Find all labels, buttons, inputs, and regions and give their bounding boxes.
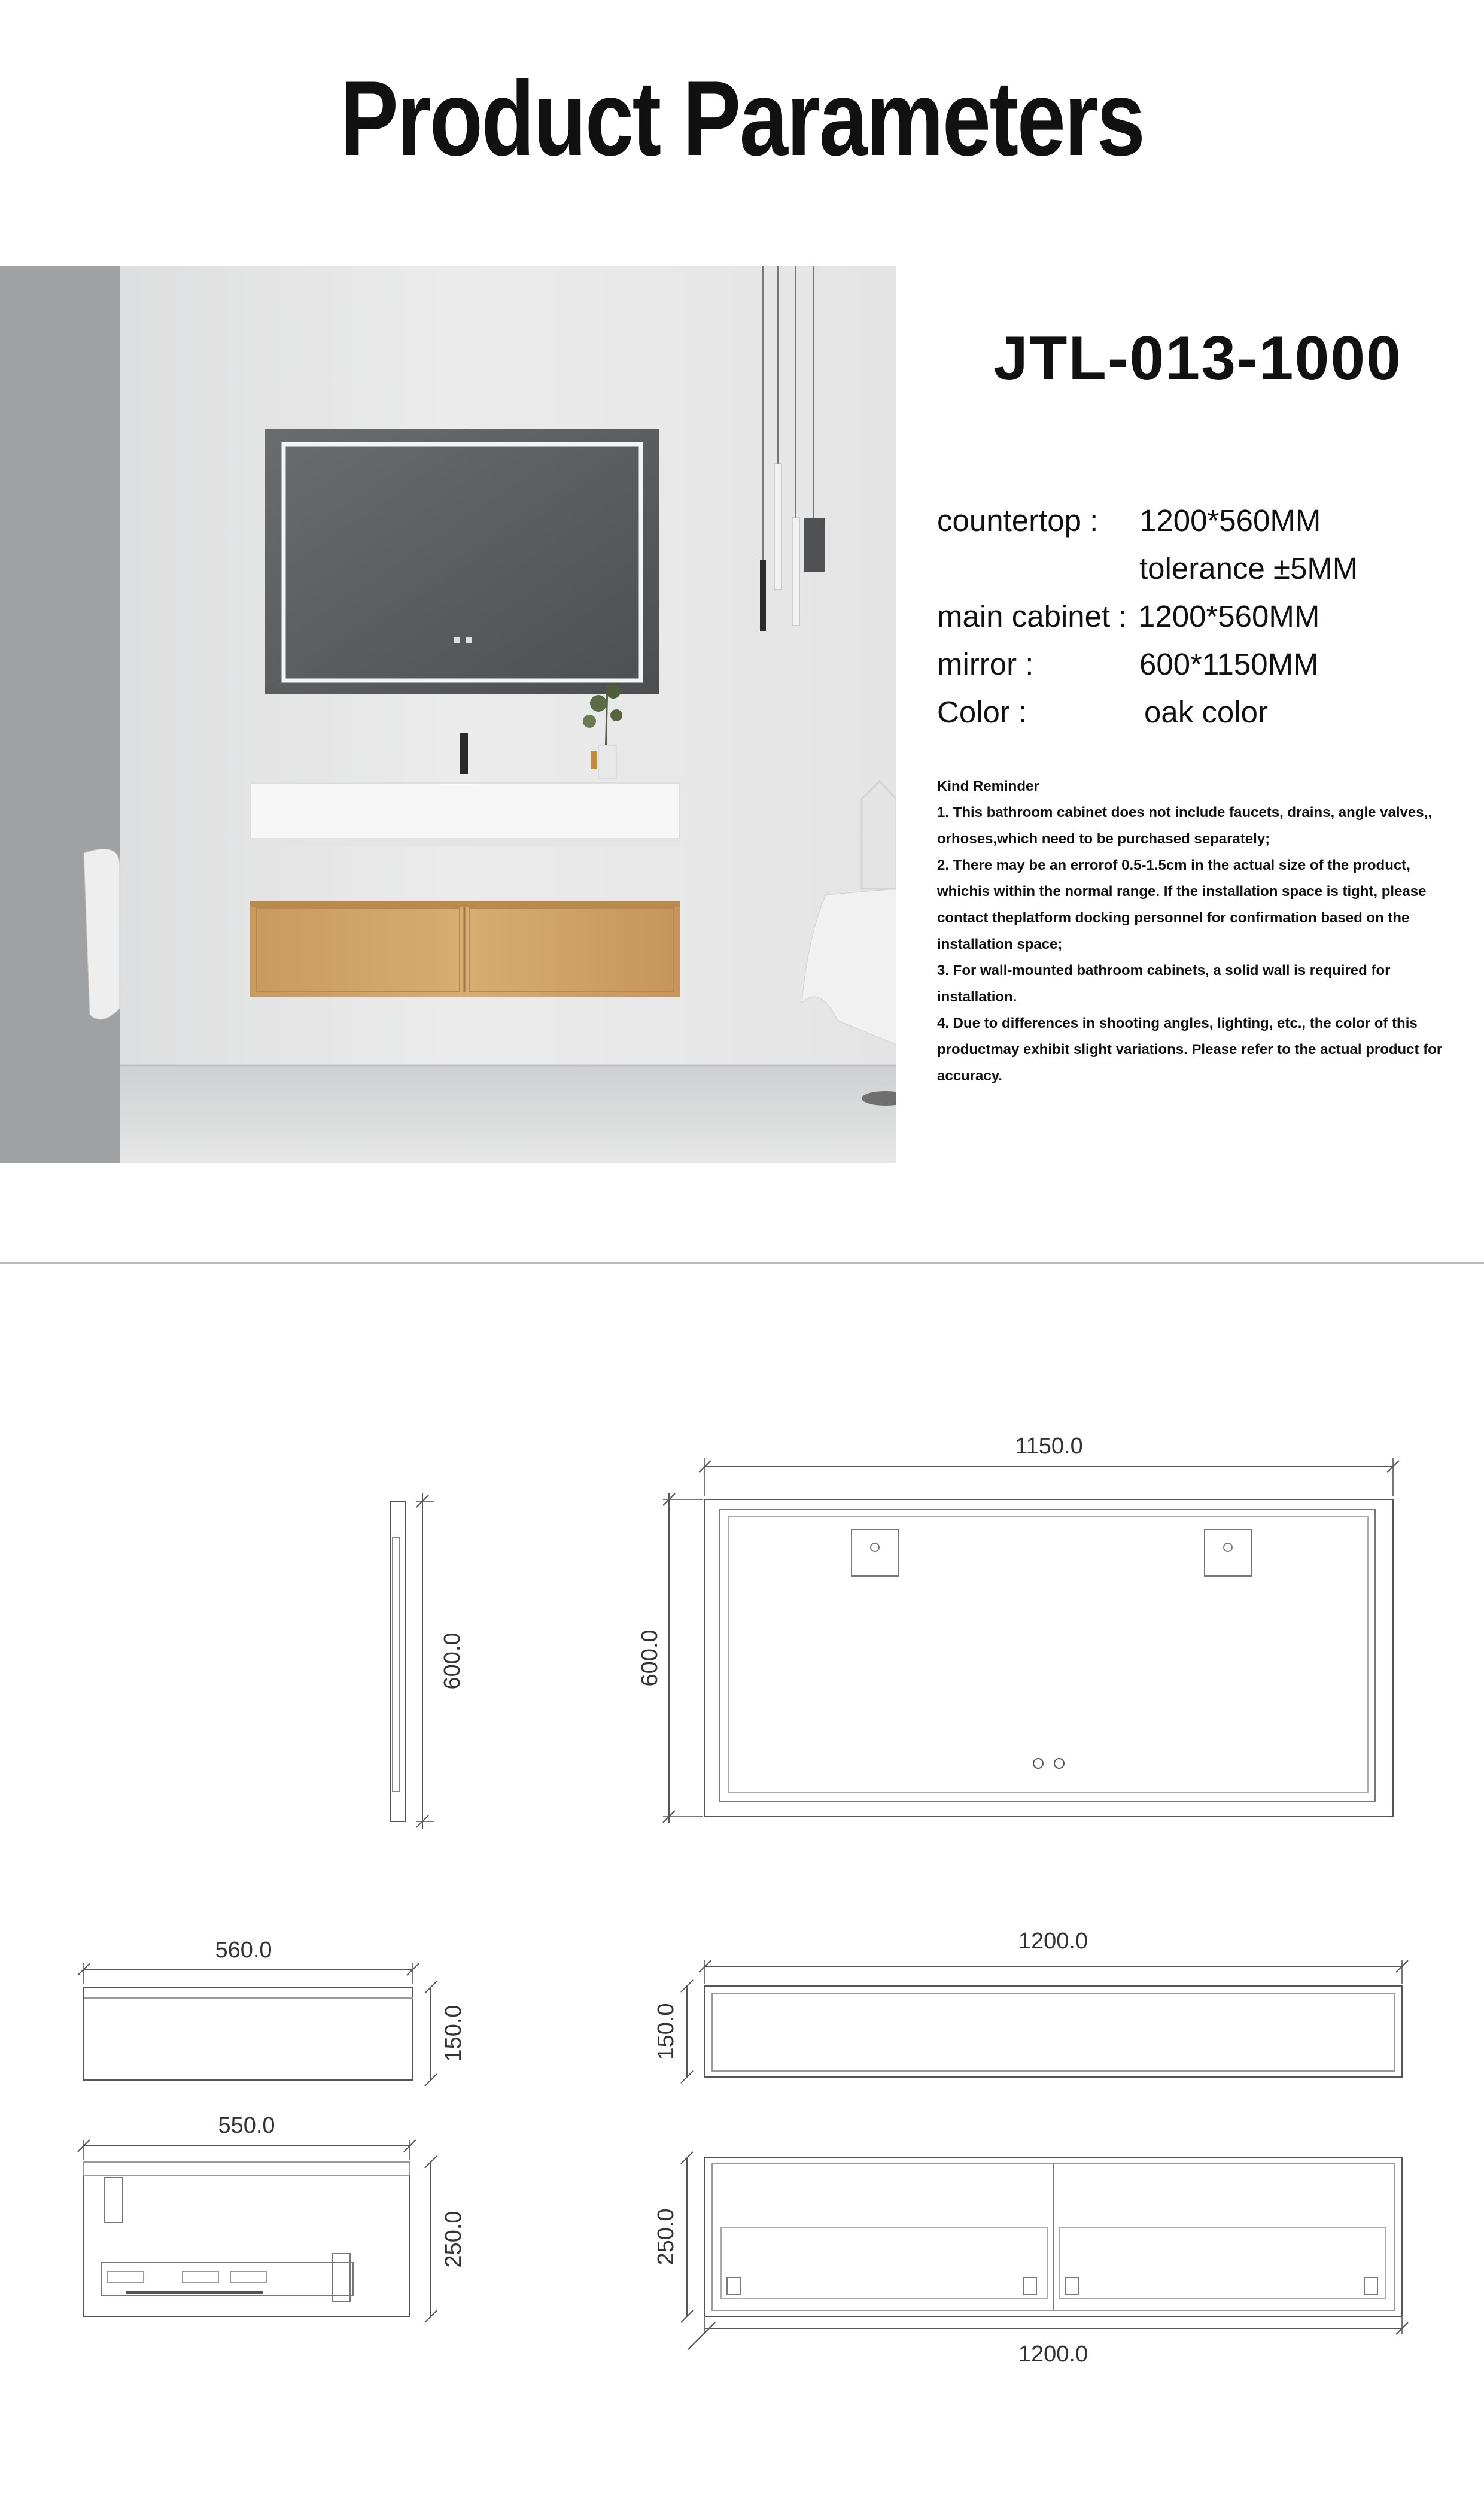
reminder-item: 2. There may be an errorof 0.5-1.5cm in the actual size of the product, whichis within the normal range. If the installation space is tight, please contact theplatform docking personnel for confirmation based on the installation space; xyxy=(937,857,1427,952)
dim-mirror-side-height: 600.0 xyxy=(440,1632,465,1690)
reminder-item: 4. Due to differences in shooting angles, lighting, etc., the color of this productmay exhibit slight variations. Please refer to the actual product for accuracy. xyxy=(937,1015,1443,1084)
spec-value-color: oak color xyxy=(1144,695,1268,729)
reminder-item: 3. For wall-mounted bathroom cabinets, a solid wall is required for installation. xyxy=(937,963,1391,1005)
dim-cabinet-front-height: 250.0 xyxy=(653,2208,679,2266)
cabinet-front-view xyxy=(653,2152,1408,2367)
dim-countertop-side-height: 150.0 xyxy=(441,2005,466,2062)
spec-label-main-cabinet: main cabinet : xyxy=(937,599,1127,633)
dim-countertop-side-width: 560.0 xyxy=(215,1938,272,1963)
mirror-front-view xyxy=(637,1434,1399,1823)
spec-value-main-cabinet: 1200*560MM xyxy=(1138,599,1320,633)
product-photo xyxy=(0,266,896,1163)
cabinet-side-view xyxy=(78,2113,466,2322)
spec-value-mirror: 600*1150MM xyxy=(1139,647,1319,681)
technical-drawings xyxy=(0,1377,1484,2514)
dim-mirror-front-height: 600.0 xyxy=(637,1629,662,1687)
kind-reminder xyxy=(937,773,1464,1089)
dim-cabinet-side-width: 550.0 xyxy=(218,2113,275,2138)
spec-value-countertop: 1200*560MM xyxy=(1139,503,1321,538)
countertop-front-view xyxy=(653,1929,1408,2083)
dim-countertop-front-height: 150.0 xyxy=(653,2003,679,2060)
countertop-side-view xyxy=(78,1938,466,2086)
reminder-title: Kind Reminder xyxy=(937,778,1039,794)
model-number: JTL-013-1000 xyxy=(993,324,1403,393)
dim-cabinet-front-width: 1200.0 xyxy=(1018,2342,1088,2367)
dim-cabinet-side-height: 250.0 xyxy=(441,2211,466,2268)
section-divider xyxy=(0,1262,1484,1264)
page-title: Product Parameters xyxy=(340,59,1144,178)
reminder-item: 1. This bathroom cabinet does not include faucets, drains, angle valves,, orhoses,which need to be purchased separately; xyxy=(937,804,1432,847)
dim-countertop-front-width: 1200.0 xyxy=(1018,1929,1088,1954)
mirror-side-view xyxy=(390,1493,465,1829)
spec-label-mirror: mirror : xyxy=(937,647,1034,681)
spec-value-tolerance: tolerance ±5MM xyxy=(1139,551,1358,585)
dim-mirror-front-width: 1150.0 xyxy=(1015,1434,1083,1459)
spec-label-countertop: countertop : xyxy=(937,503,1099,538)
spec-label-color: Color : xyxy=(937,695,1027,729)
